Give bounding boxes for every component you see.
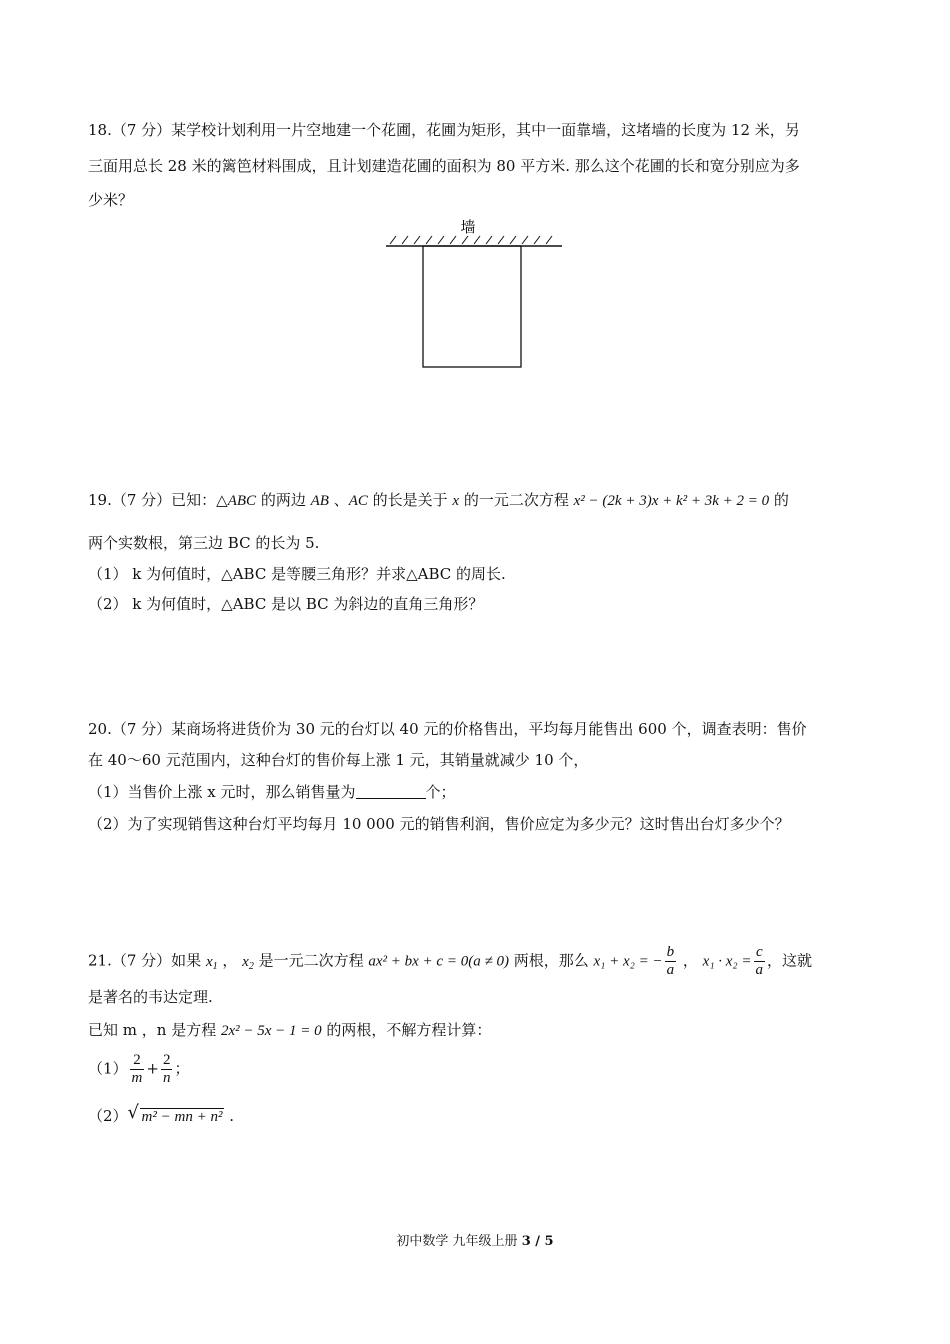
q21-x1: $x_1$	[205, 953, 218, 972]
q18-line3: 少米？	[88, 191, 134, 209]
q21-product: x₁ · x₂ =	[702, 953, 752, 970]
q21-line3-eq: 2x² − 5x − 1 = 0	[220, 1023, 322, 1039]
q19-abc: ABC	[227, 493, 257, 509]
garden-rectangle	[423, 246, 521, 367]
q21-frac-2-m: $\frac{2}{m}$	[131, 1052, 143, 1086]
q20-line1: 20.（7 分）某商场将进货价为 30 元的台灯以 40 元的价格售出，平均每月能售出 600 个，调查表明：售价	[88, 720, 807, 738]
q21-frac-b-a: $\frac{b}{a}$	[666, 944, 675, 978]
q19-t4: 的一元二次方程	[459, 491, 574, 509]
q19-line1	[88, 490, 789, 511]
garden-figure	[386, 216, 566, 380]
q20-part2: （2）为了实现销售这种台灯平均每月 10 000 元的销售利润，售价应定为多少元？这时售出台灯多少个？	[88, 815, 790, 833]
q20-line2: 在 40～60 元范围内，这种台灯的售价每上涨 1 元，其销量就减少 10 个，	[88, 751, 589, 769]
wall-label: 墙	[460, 218, 476, 236]
q18-line2: 三面用总长 28 米的篱笆材料围成，且计划建造花圃的面积为 80 平方米. 那么这个花圃的长和宽分别应为多	[88, 157, 800, 175]
q19-part2: （2） k 为何值时，△ABC 是以 BC 为斜边的直角三角形？	[88, 595, 484, 613]
q19-t1: 的两边	[256, 491, 311, 509]
q21-frac-c-a: $\frac{c}{a}$	[755, 944, 764, 978]
q21-x2: $x_2$	[242, 953, 254, 972]
q21-mid1: 是一元二次方程	[253, 951, 369, 970]
q18-line1: 18.（7 分）某学校计划利用一片空地建一个花圃，花圃为矩形，其中一面靠墙，这堵墙的长度为 12 米，另	[88, 121, 800, 139]
q19-t3: 的长是关于	[367, 491, 453, 509]
q21-part1-label: （1）	[88, 1059, 128, 1078]
q21-line3-a: 已知 m ，n 是方程	[88, 1021, 221, 1039]
q20-answer-blank	[356, 784, 426, 799]
q21-end: ，这就	[767, 951, 813, 970]
q19-t2: 、	[328, 491, 349, 509]
q19-equation: x² − (2k + 3)x + k² + 3k + 2 = 0	[573, 493, 770, 509]
page-number: 3 / 5	[521, 1234, 554, 1249]
footer-text: 初中数学 九年级上册	[396, 1234, 522, 1249]
q21-sum: x₁ + x₂ = −	[593, 953, 663, 970]
q21-part2-label: （2）	[88, 1107, 128, 1125]
wall-hatching	[390, 236, 552, 244]
q19-line2: 两个实数根，第三边 BC 的长为 5.	[88, 534, 320, 552]
q19-ab: AB	[310, 493, 329, 509]
q19-part1: （1） k 为何值时，△ABC 是等腰三角形？并求△ABC 的周长.	[88, 565, 506, 583]
q21-line3	[88, 1020, 491, 1041]
page-footer	[0, 1230, 950, 1249]
q20-part1	[88, 782, 456, 802]
q21-part1: （1） $\frac{2}{m}$ + $\frac{2}{n}$ ；	[88, 1052, 190, 1086]
q21-mid2: 两根，那么	[508, 951, 594, 970]
q21-prefix: 21.（7 分）如果	[88, 951, 206, 970]
q20-part1-end: 个；	[425, 783, 456, 801]
q19-prefix: 19.（7 分）已知：△	[88, 491, 228, 509]
q21-frac-2-n: $\frac{2}{n}$	[162, 1052, 171, 1086]
q21-line1: 21.（7 分）如果 $x_1$ ， $x_2$ 是一元二次方程 ax² + bx + c = 0(a ≠ 0) 两根，那么 x₁ + x₂ = − $\frac{b}{a}$ ， x₁ · x₂ = $\frac{c}{a}$ ，这就	[88, 944, 813, 978]
q19-ac: AC	[348, 493, 368, 509]
q21-equation: ax² + bx + c = 0(a ≠ 0)	[368, 953, 509, 970]
q20-part1-text: （1）当售价上涨 x 元时，那么销售量为	[88, 783, 356, 801]
q21-sqrt: √ m² − mn + n²	[127, 1102, 223, 1125]
q19-x: x	[452, 493, 460, 509]
q21-line2: 是著名的韦达定理.	[88, 988, 213, 1006]
q21-part2-expr: m² − mn + n²	[141, 1109, 223, 1125]
garden-diagram	[386, 216, 566, 376]
q21-line3-b: 的两根，不解方程计算：	[321, 1021, 492, 1039]
q21-part2: （2） √ m² − mn + n² .	[88, 1102, 234, 1125]
q19-t5: 的	[769, 491, 789, 509]
